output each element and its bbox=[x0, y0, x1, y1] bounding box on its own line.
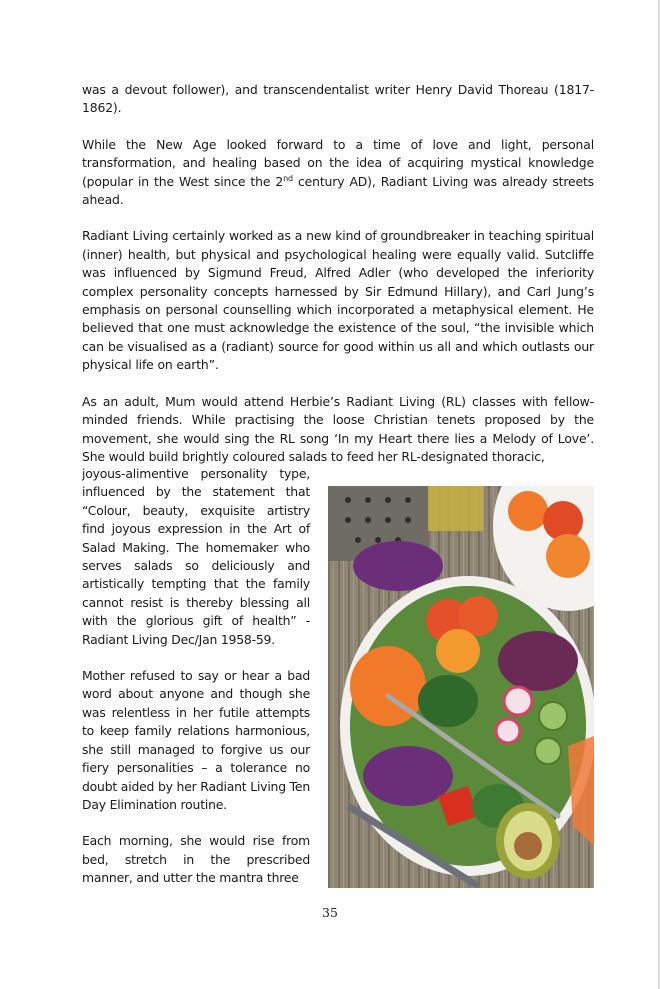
paragraph-4-continued: joyous-alimentive personality type, influenced by the statement that “Colour, beauty, exquisite artistry find joyous expression in the Art of Salad Making. The homemaker who serves salads so deliciously and artistically tempting that the family cannot resist is thereby blessing all with the glorious gift of health” - Radiant Living Dec/Jan 1958-59. bbox=[82, 466, 310, 647]
paragraph-6: Each morning, she would rise from bed, stretch in the prescribed manner, and utter the mantra three bbox=[82, 833, 310, 886]
ordinal-superscript: nd bbox=[283, 173, 293, 183]
cucumber bbox=[539, 702, 567, 730]
spinach bbox=[418, 675, 478, 727]
yellow-tomato bbox=[436, 629, 480, 673]
body-text-beside-photo bbox=[82, 465, 310, 888]
paragraph-5: Mother refused to say or hear a bad word about anyone and though she was relentless in her futile attempts to keep family relations harmonious, she still managed to forgive us our fiery personalities – a tolerance no doubt aided by her Radiant Living Ten Day Elimination routine. bbox=[82, 668, 310, 812]
side-tomato bbox=[546, 534, 590, 578]
radish bbox=[496, 719, 520, 743]
paragraph-3: Radiant Living certainly worked as a new kind of groundbreaker in teaching spiritual (inner) health, but physical and psychological healing were equally valid. Sutcliffe was influenced by Sigmund Freud, Alfred Adler (who developed the inferiority complex personality concepts harnessed by Sir Edmund Hillary), and Carl Jung’s emphasis on personal counselling which incorporated a metaphysical element. He believed that one must acknowledge the existence of the soul, “the invisible which can be visualised as a (radiant) source for good within us all and which outlasts our physical life on earth”. bbox=[82, 228, 594, 373]
paragraph-2 bbox=[82, 136, 594, 210]
page-number: 35 bbox=[322, 905, 338, 920]
paragraph-1: was a devout follower), and transcendentalist writer Henry David Thoreau (1817-1862). bbox=[82, 82, 594, 116]
radish bbox=[504, 687, 532, 715]
paragraph-2-text-a: While the New Age looked forward to a time of love and light, personal transformation, and healing based on the idea of acquiring mystical knowledge (popular in the West since the 2 bbox=[82, 136, 594, 189]
paragraph-4: As an adult, Mum would attend Herbie’s Radiant Living (RL) classes with fellow-minded friends. While practising the loose Christian tenets proposed by the movement, she would sing the RL song ‘In my Heart there lies a Melody of Love’. She would build brightly coloured salads to feed her RL-designated thoracic, bbox=[82, 393, 594, 464]
cucumber bbox=[535, 738, 561, 764]
side-tomato bbox=[508, 491, 548, 531]
body-text-top bbox=[82, 81, 594, 466]
avocado-pit bbox=[514, 832, 542, 860]
paragraph-2-text-b: century AD), Radiant Living was already streets ahead. bbox=[82, 173, 594, 208]
salad-photo bbox=[328, 486, 594, 888]
oil-bottle bbox=[428, 486, 483, 531]
salad-illustration bbox=[328, 486, 594, 888]
red-cabbage bbox=[498, 631, 578, 691]
